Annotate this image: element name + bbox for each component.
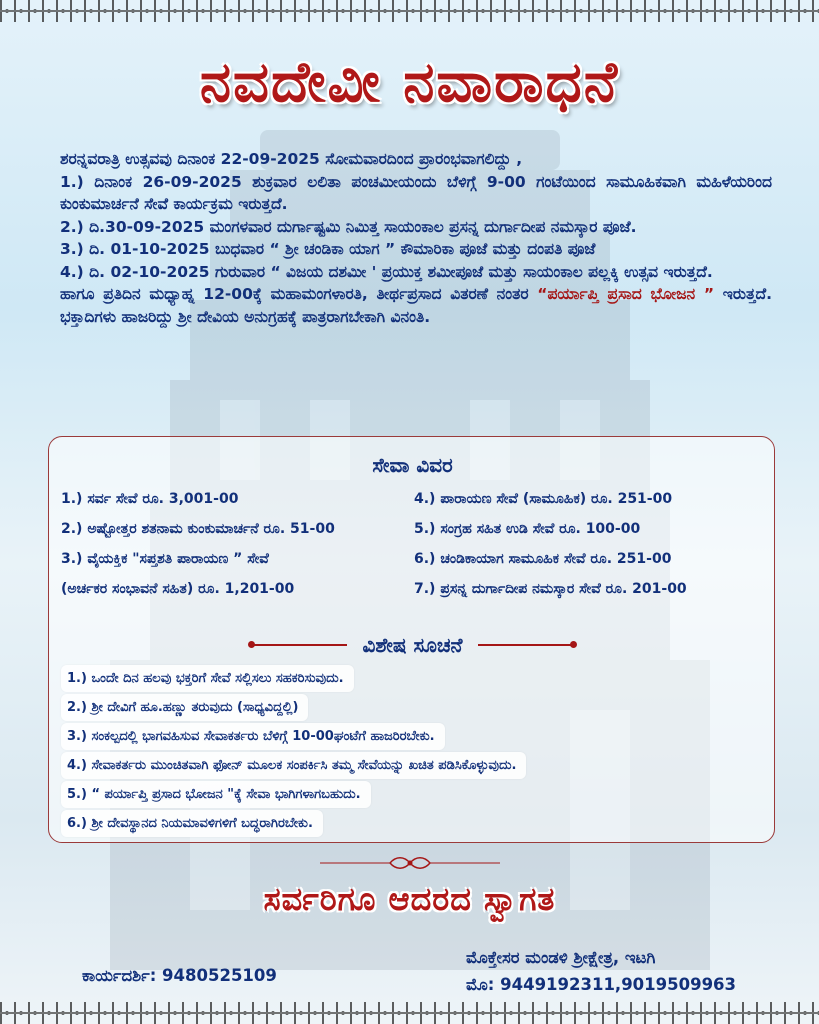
seva-item: 2.) ಅಷ್ಟೋತ್ತರ ಶತನಾಮ ಕುಂಕುಮಾರ್ಚನೆ ರೂ. 51-00 bbox=[61, 521, 335, 537]
seva-details-panel bbox=[48, 436, 775, 843]
organization-phone: ಮೊ: 9449192311,9019509963 bbox=[466, 975, 737, 994]
closing-text-b: ಇರುತ್ತದೆ. ಭಕ್ತಾದಿಗಳು ಹಾಜರಿದ್ದು ಶ್ರೀ ದೇವಿಯ ಅನುಗ್ರಹಕ್ಕೆ ಪಾತ್ರರಾಗಬೇಕಾಗಿ ವಿನಂತಿ. bbox=[60, 285, 773, 326]
organization-info bbox=[466, 944, 766, 998]
seva-item: 1.) ಸರ್ವ ಸೇವೆ ರೂ. 3,001-00 bbox=[61, 491, 239, 507]
secretary-contact: ಕಾರ್ಯದರ್ಶಿ: 9480525109 bbox=[82, 966, 277, 985]
note-item: 4.) ಸೇವಾಕರ್ತರು ಮುಂಚಿತವಾಗಿ ಫೋನ್ ಮೂಲಕ ಸಂಪರ್ಕಿಸಿ ತಮ್ಮ ಸೇವೆಯನ್ನು ಖಚಿತ ಪಡಿಸಿಕೊಳ್ಳುವುದು. bbox=[61, 752, 526, 779]
note-item: 2.) ಶ್ರೀ ದೇವಿಗೆ ಹೂ.ಹಣ್ಣು ತರುವುದು (ಸಾಧ್ಯವಿದ್ದಲ್ಲಿ) bbox=[61, 694, 308, 721]
top-decorative-border bbox=[0, 0, 819, 22]
seva-item: 4.) ಪಾರಾಯಣ ಸೇವೆ (ಸಾಮೂಹಿಕ) ರೂ. 251-00 bbox=[414, 491, 673, 507]
schedule-item-4: 4.) ದಿ. 02-10-2025 ಗುರುವಾರ “ ವಿಜಯ ದಶಮೀ ' ಪ್ರಯುಕ್ತ ಶಮೀಪೂಜೆ ಮತ್ತು ಸಾಯಂಕಾಲ ಪಲ್ಲಕ್ಕಿ ಉತ್ಸವ ಇರುತ್ತದೆ. bbox=[60, 262, 713, 281]
seva-item: (ಅರ್ಚಕರ ಸಂಭಾವನೆ ಸಹಿತ) ರೂ. 1,201-00 bbox=[61, 581, 295, 597]
note-item: 5.) “ ಪರ್ಯಾಪ್ತಿ ಪ್ರಸಾದ ಭೋಜನ "ಕ್ಕೆ ಸೇವಾ ಭಾಗಿಗಳಾಗಬಹುದು. bbox=[61, 781, 371, 808]
welcome-message: ಸರ್ವರಿಗೂ ಆದರದ ಸ್ವಾಗತ bbox=[263, 880, 556, 918]
bottom-decorative-border bbox=[0, 1002, 819, 1024]
special-notes-heading bbox=[49, 632, 776, 658]
prasada-bhojana-highlight: “ಪರ್ಯಾಪ್ತಿ ಪ್ರಸಾದ ಭೋಜನ ” bbox=[537, 285, 715, 303]
main-title: ನವದೇವೀ ನವಾರಾಧನೆ bbox=[199, 50, 620, 115]
special-notes-title: ವಿಶೇಷ ಸೂಚನೆ bbox=[362, 633, 463, 657]
note-item: 3.) ಸಂಕಲ್ಪದಲ್ಲಿ ಭಾಗವಹಿಸುವ ಸೇವಾಕರ್ತರು ಬೆಳಿಗ್ಗೆ 10-00ಘಂಟೆಗೆ ಹಾಜರಿರಬೇಕು. bbox=[61, 723, 445, 750]
announcement-text bbox=[60, 148, 772, 328]
note-item: 1.) ಒಂದೇ ದಿನ ಹಲವು ಭಕ್ತರಿಗೆ ಸೇವೆ ಸಲ್ಲಿಸಲು ಸಹಕರಿಸುವುದು. bbox=[61, 665, 354, 692]
intro-line: ಶರನ್ನವರಾತ್ರಿ ಉತ್ಸವವು ದಿನಾಂಕ 22-09-2025 ಸೋಮವಾರದಿಂದ ಪ್ರಾರಂಭವಾಗಲಿದ್ದು , bbox=[60, 150, 523, 168]
closing-paragraph bbox=[60, 283, 772, 328]
schedule-item-3: 3.) ದಿ. 01-10-2025 ಬುಧವಾರ “ ಶ್ರೀ ಚಂಡಿಕಾ ಯಾಗ ” ಕೌಮಾರಿಕಾ ಪೂಜೆ ಮತ್ತು ದಂಪತಿ ಪೂಜೆ bbox=[60, 240, 596, 258]
divider-line bbox=[478, 644, 574, 646]
seva-list-right bbox=[414, 484, 764, 604]
seva-item: 6.) ಚಂಡಿಕಾಯಾಗ ಸಾಮೂಹಿಕ ಸೇವೆ ರೂ. 251-00 bbox=[414, 551, 672, 567]
seva-item: 3.) ವೈಯಕ್ತಿಕ "ಸಪ್ತಶತಿ ಪಾರಾಯಣ ” ಸೇವೆ bbox=[61, 551, 269, 567]
flourish-ornament-icon bbox=[320, 854, 500, 872]
seva-list-left bbox=[61, 484, 411, 604]
organization-name: ಮೊಕ್ತೇಸರ ಮಂಡಳಿ ಶ್ರೀಕ್ಷೇತ್ರ, ಇಟಗಿ bbox=[466, 948, 656, 967]
note-item: 6.) ಶ್ರೀ ದೇವಸ್ಥಾನದ ನಿಯಮಾವಳಿಗಳಿಗೆ ಬದ್ಧರಾಗಿರಬೇಕು. bbox=[61, 810, 323, 837]
seva-item: 5.) ಸಂಗ್ರಹ ಸಹಿತ ಉಡಿ ಸೇವೆ ರೂ. 100-00 bbox=[414, 521, 641, 537]
divider-line bbox=[251, 644, 347, 646]
seva-item: 7.) ಪ್ರಸನ್ನ ದುರ್ಗಾದೀಪ ನಮಸ್ಕಾರ ಸೇವೆ ರೂ. 201-00 bbox=[414, 581, 687, 597]
special-notes-list bbox=[61, 665, 761, 839]
schedule-item-2: 2.) ದಿ.30-09-2025 ಮಂಗಳವಾರ ದುರ್ಗಾಷ್ಟಮಿ ನಿಮಿತ್ತ ಸಾಯಂಕಾಲ ಪ್ರಸನ್ನ ದುರ್ಗಾದೀಪ ನಮಸ್ಕಾರ ಪೂಜೆ. bbox=[60, 217, 637, 236]
schedule-item-1: 1.) ದಿನಾಂಕ 26-09-2025 ಶುಕ್ರವಾರ ಲಲಿತಾ ಪಂಚಮೀಯಂದು ಬೆಳಿಗ್ಗೆ 9-00 ಗಂಟೆಯಿಂದ ಸಾಮೂಹಿಕವಾಗಿ ಮಹಿಳೆಯರಿಂದ ಕುಂಕುಮಾರ್ಚನೆ ಸೇವೆ ಕಾರ್ಯಕ್ರಮ ಇರುತ್ತದೆ. bbox=[60, 172, 772, 213]
seva-details-title: ಸೇವಾ ವಿವರ bbox=[372, 453, 453, 477]
closing-text-a: ಹಾಗೂ ಪ್ರತಿದಿನ ಮಧ್ಯಾಹ್ನ 12-00ಕ್ಕೆ ಮಹಾಮಂಗಳಾರತಿ, ತೀರ್ಥಪ್ರಸಾದ ವಿತರಣೆ ನಂತರ bbox=[60, 285, 538, 303]
